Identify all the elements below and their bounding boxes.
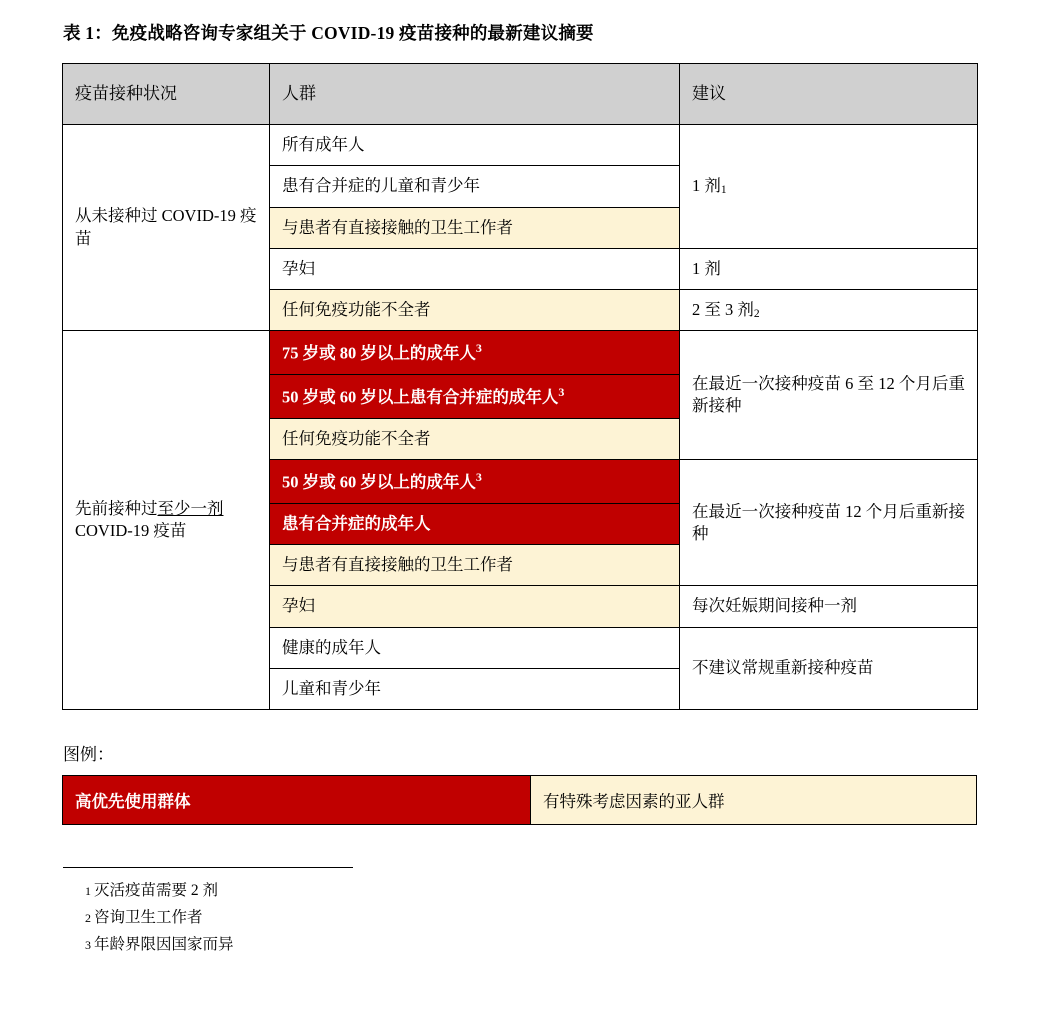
recommendation-revaccinate-12: 在最近一次接种疫苗 12 个月后重新接种 <box>680 460 978 586</box>
recommendation-one-dose-1 <box>680 125 978 249</box>
recommendation-two-three-doses <box>680 290 978 331</box>
population-all-adults: 所有成年人 <box>270 125 680 166</box>
footnote-item <box>85 877 980 904</box>
table-row <box>63 331 978 375</box>
recommendation-no-routine: 不建议常规重新接种疫苗 <box>680 627 978 710</box>
footnote-item <box>85 904 980 931</box>
legend-high-priority: 高优先使用群体 <box>63 776 531 825</box>
recommendation-revaccinate-6-12: 在最近一次接种疫苗 6 至 12 个月后重新接种 <box>680 331 978 460</box>
population-text: 50 岁或 60 岁以上患有合并症的成年人 <box>282 387 559 407</box>
legend-table <box>62 775 977 825</box>
footnote-text: 年龄界限因国家而异 <box>94 936 234 954</box>
population-adults-75-80 <box>270 331 680 375</box>
footnote-text: 灭活疫苗需要 2 剂 <box>94 882 219 900</box>
recommendation-text: 1 剂 <box>692 176 721 196</box>
footnote-ref-3c: 3 <box>475 470 482 485</box>
recommendation-one-dose-2: 1 剂 <box>680 248 978 289</box>
footnotes <box>63 867 980 958</box>
footnote-ref-2: 2 <box>753 308 760 321</box>
population-adults-comorbidities: 患有合并症的成年人 <box>270 503 680 544</box>
population-children-comorbidities: 患有合并症的儿童和青少年 <box>270 166 680 207</box>
footnote-number: 1 <box>85 884 91 899</box>
table-title: 表 1：免疫战略咨询专家组关于 COVID-19 疫苗接种的最新建议摘要 <box>63 23 594 43</box>
footnote-number: 3 <box>85 938 91 953</box>
table-body <box>63 125 978 710</box>
table-header-row <box>63 64 978 125</box>
column-header-recommendation: 建议 <box>680 64 978 125</box>
table-header <box>63 64 978 125</box>
legend-row <box>63 776 977 825</box>
recommendation-text: 2 至 3 剂 <box>692 300 754 320</box>
footnote-ref-3b: 3 <box>558 385 565 400</box>
population-text: 50 岁或 60 岁以上的成年人 <box>282 472 476 492</box>
table-row <box>63 125 978 166</box>
footnote-rule <box>63 867 353 868</box>
population-adults-50-60-comorbidities <box>270 375 680 419</box>
status-text-post: COVID-19 疫苗 <box>75 521 187 541</box>
population-pregnant-2: 孕妇 <box>270 586 680 627</box>
legend-special-consideration: 有特殊考虑因素的亚人群 <box>531 776 977 825</box>
status-text-pre: 先前接种过 <box>75 499 158 518</box>
population-adults-50-60 <box>270 460 680 504</box>
footnote-ref-1: 1 <box>720 184 727 197</box>
population-health-workers: 与患者有直接接触的卫生工作者 <box>270 207 680 248</box>
column-header-population: 人群 <box>270 64 680 125</box>
column-header-status: 疫苗接种状况 <box>63 64 270 125</box>
population-children-adolescents: 儿童和青少年 <box>270 668 680 709</box>
status-previously-vaccinated <box>63 331 270 710</box>
status-text-underline: 至少一剂 <box>157 499 224 518</box>
population-health-workers-2: 与患者有直接接触的卫生工作者 <box>270 545 680 586</box>
footnote-number: 2 <box>85 911 91 926</box>
recommendation-per-pregnancy: 每次妊娠期间接种一剂 <box>680 586 978 627</box>
status-never-vaccinated: 从未接种过 COVID-19 疫苗 <box>63 125 270 331</box>
population-immunocompromised-2: 任何免疫功能不全者 <box>270 418 680 459</box>
population-immunocompromised: 任何免疫功能不全者 <box>270 290 680 331</box>
population-text: 75 岁或 80 岁以上的成年人 <box>282 343 476 363</box>
population-pregnant: 孕妇 <box>270 248 680 289</box>
population-healthy-adults: 健康的成年人 <box>270 627 680 668</box>
footnote-ref-3a: 3 <box>475 341 482 356</box>
footnote-item <box>85 931 980 958</box>
footnote-text: 咨询卫生工作者 <box>94 909 203 927</box>
legend-label: 图例： <box>63 745 114 765</box>
recommendations-table <box>62 63 978 710</box>
